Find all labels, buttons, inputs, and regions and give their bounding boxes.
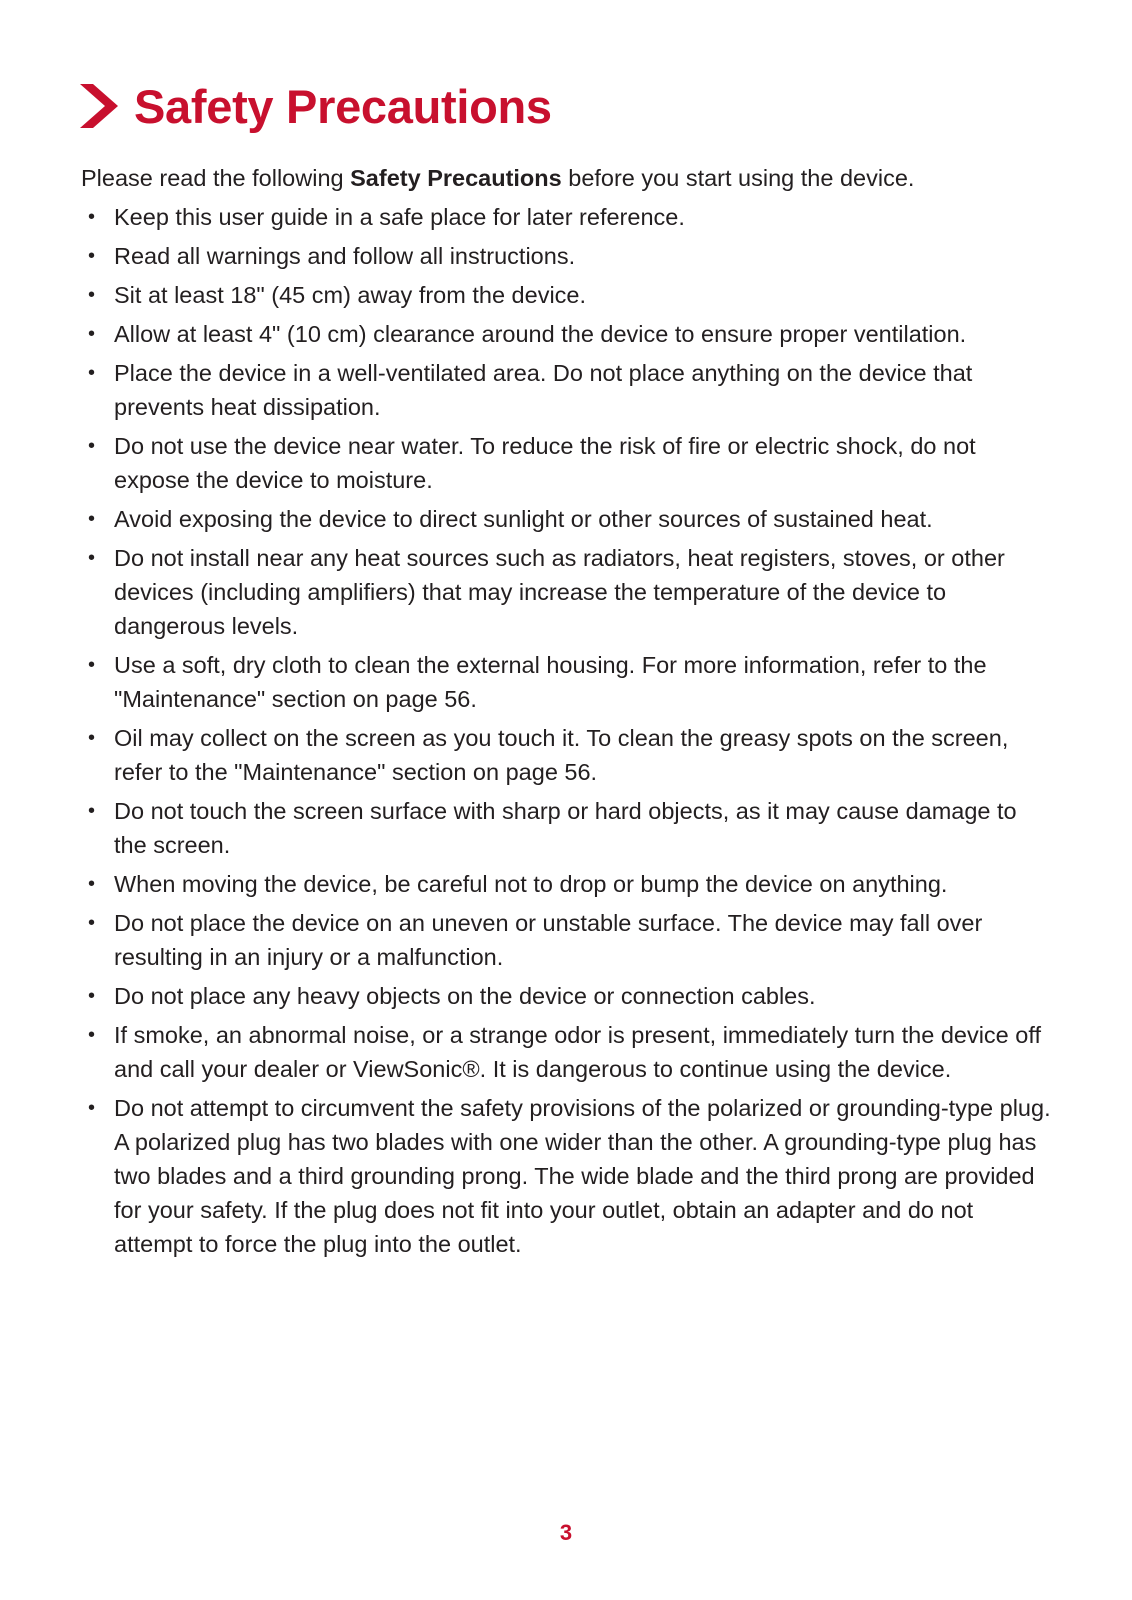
list-item — [85, 648, 1055, 716]
list-item — [85, 867, 1055, 901]
chevron-right-icon — [80, 84, 118, 128]
list-item — [85, 794, 1055, 862]
intro-bold-term: Safety Precautions — [350, 165, 562, 191]
list-item-text: Use a soft, dry cloth to clean the external housing. For more information, refer to the "Maintenance" section on page 56. — [114, 652, 987, 712]
list-item — [85, 200, 1055, 234]
list-item-text: When moving the device, be careful not to drop or bump the device on anything. — [114, 871, 948, 897]
list-item-text: Do not install near any heat sources such as radiators, heat registers, stoves, or other devices (including amplifiers) that may increase the temperature of the device to dangerous levels. — [114, 545, 1005, 639]
bullet-icon: • — [88, 1097, 96, 1119]
list-item — [85, 317, 1055, 351]
list-item — [85, 1091, 1055, 1261]
list-item — [85, 721, 1055, 789]
list-item — [85, 1018, 1055, 1086]
list-item-text: Sit at least 18" (45 cm) away from the device. — [114, 282, 587, 308]
bullet-icon: • — [88, 654, 96, 676]
bullet-icon: • — [88, 508, 96, 530]
list-item — [85, 906, 1055, 974]
list-item — [85, 278, 1055, 312]
intro-paragraph — [81, 161, 1061, 195]
bullet-icon: • — [88, 800, 96, 822]
bullet-icon: • — [88, 362, 96, 384]
bullet-icon: • — [88, 206, 96, 228]
list-item-text: Keep this user guide in a safe place for later reference. — [114, 204, 685, 230]
bullet-icon: • — [88, 727, 96, 749]
list-item — [85, 356, 1055, 424]
list-item-text: If smoke, an abnormal noise, or a strange odor is present, immediately turn the device off and call your dealer or ViewSonic®. It is dangerous to continue using the device. — [114, 1022, 1041, 1082]
list-item-text: Do not use the device near water. To reduce the risk of fire or electric shock, do not expose the device to moisture. — [114, 433, 976, 493]
list-item — [85, 429, 1055, 497]
bullet-icon: • — [88, 547, 96, 569]
list-item — [85, 502, 1055, 536]
page-number: 3 — [559, 1520, 573, 1545]
intro-text-before: Please read the following — [81, 165, 351, 191]
page-title: Safety Precautions — [134, 79, 552, 133]
bullet-icon: • — [88, 245, 96, 267]
list-item-text: Do not place the device on an uneven or unstable surface. The device may fall over resulting in an injury or a malfunction. — [114, 910, 983, 970]
list-item-text: Do not touch the screen surface with sharp or hard objects, as it may cause damage to the screen. — [114, 798, 1017, 858]
bullet-icon: • — [88, 1024, 96, 1046]
list-item-text: Allow at least 4" (10 cm) clearance around the device to ensure proper ventilation. — [114, 321, 967, 347]
bullet-icon: • — [88, 873, 96, 895]
list-item-text: Avoid exposing the device to direct sunlight or other sources of sustained heat. — [114, 506, 933, 532]
precautions-list — [85, 200, 1055, 1266]
bullet-icon: • — [88, 985, 96, 1007]
list-item — [85, 239, 1055, 273]
bullet-icon: • — [88, 435, 96, 457]
bullet-icon: • — [88, 912, 96, 934]
list-item-text: Place the device in a well-ventilated area. Do not place anything on the device that prevents heat dissipation. — [114, 360, 973, 420]
list-item — [85, 979, 1055, 1013]
intro-text-after: before you start using the device. — [561, 165, 915, 191]
list-item-text: Oil may collect on the screen as you touch it. To clean the greasy spots on the screen, refer to the "Maintenance" section on page 56. — [114, 725, 1009, 785]
list-item-text: Read all warnings and follow all instructions. — [114, 243, 576, 269]
list-item — [85, 541, 1055, 643]
bullet-icon: • — [88, 284, 96, 306]
bullet-icon: • — [88, 323, 96, 345]
page-heading — [80, 74, 552, 138]
list-item-text: Do not attempt to circumvent the safety provisions of the polarized or grounding-type plug. A polarized plug has two blades with one wider than the other. A grounding-type plug has two blades and a third grounding prong. The wide blade and the third prong are provided for your safety. If the plug does not fit into your outlet, obtain an adapter and do not attempt to force the plug into the outlet. — [114, 1095, 1051, 1257]
list-item-text: Do not place any heavy objects on the device or connection cables. — [114, 983, 816, 1009]
